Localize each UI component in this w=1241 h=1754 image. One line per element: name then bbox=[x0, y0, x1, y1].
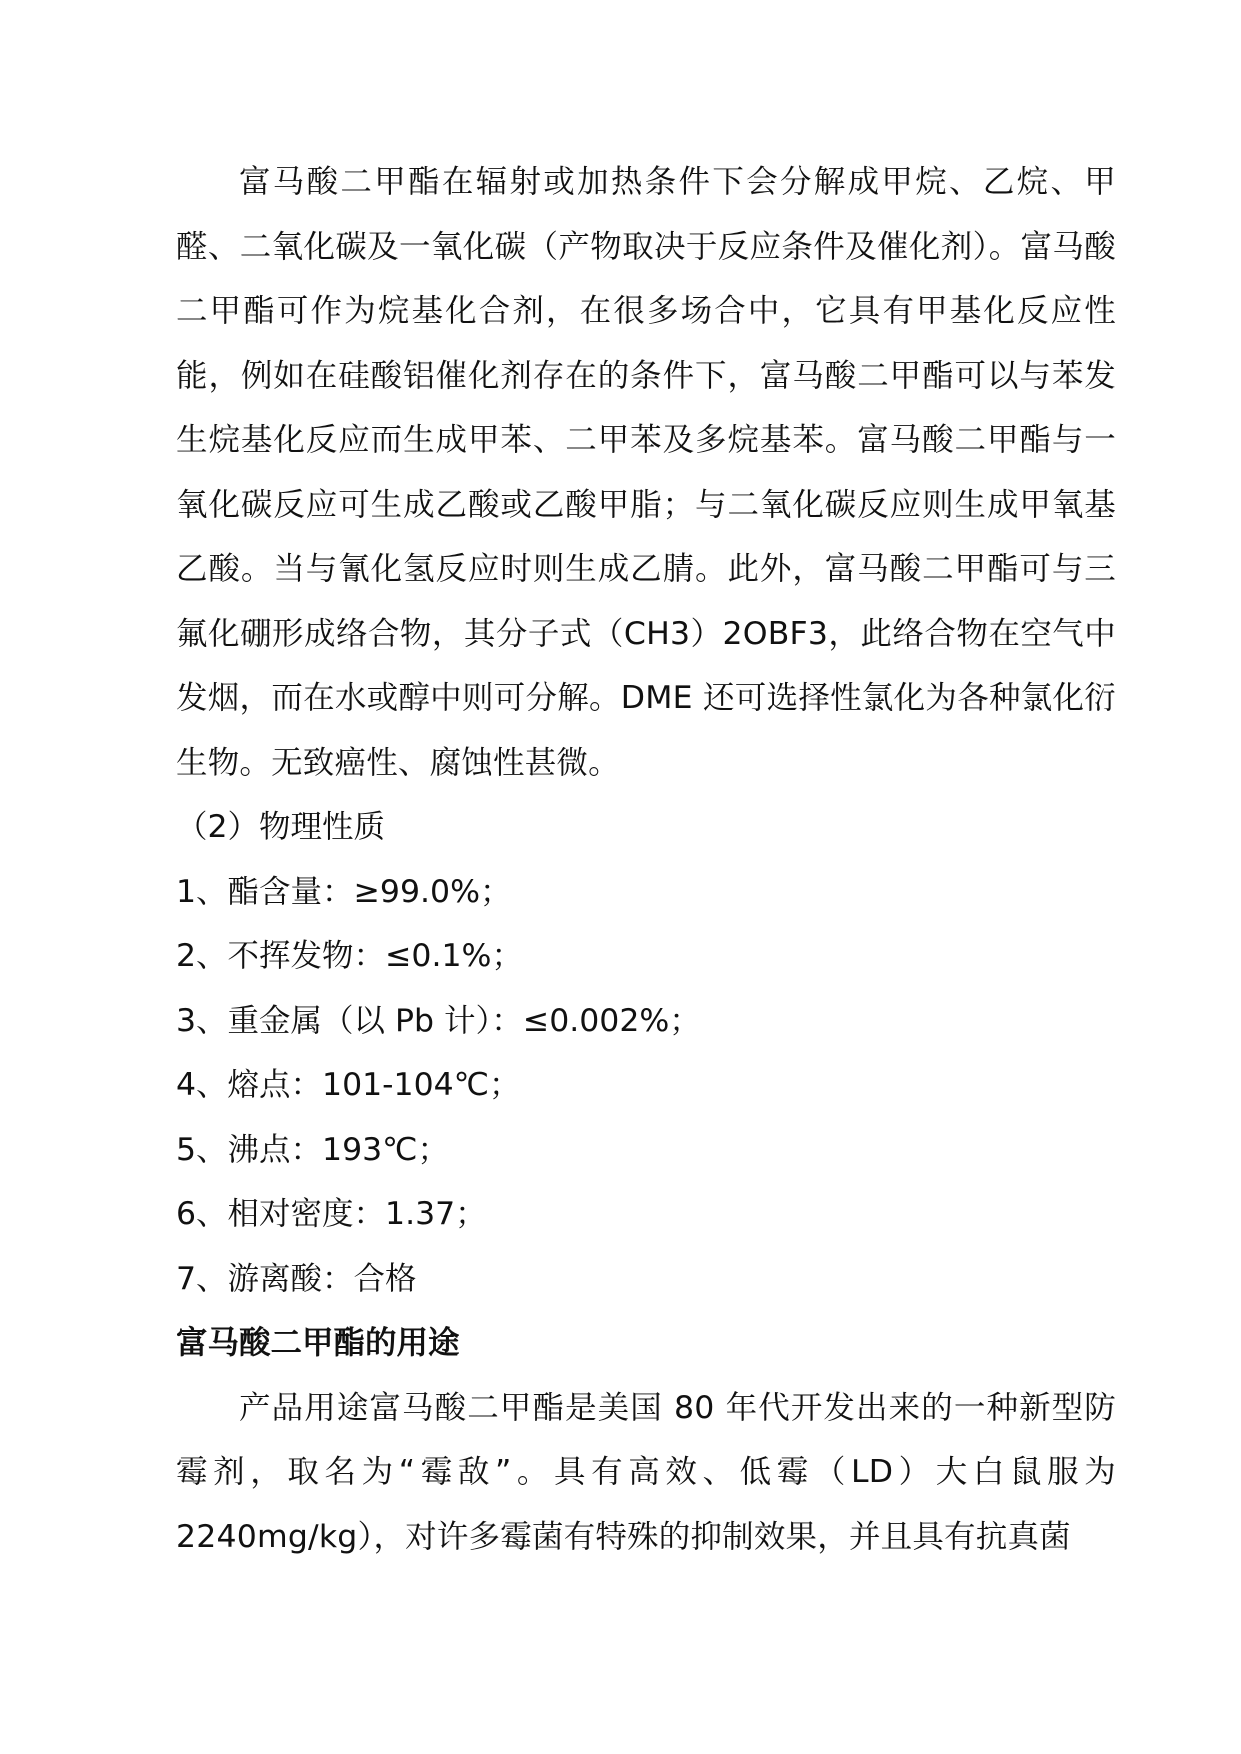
list-item: 4、熔点：101-104℃； bbox=[176, 1067, 521, 1103]
physical-properties-list bbox=[176, 860, 1116, 1312]
document-body bbox=[176, 150, 1116, 1569]
list-item: 5、沸点：193℃； bbox=[176, 1131, 450, 1168]
list-item: 3、重金属（以 Pb 计）：≤0.002%； bbox=[176, 1002, 701, 1039]
list-item: 7、游离酸：合格 bbox=[176, 1260, 417, 1297]
section-label-physical-properties: （2）物理性质 bbox=[176, 809, 386, 845]
uses-heading: 富马酸二甲酯的用途 bbox=[176, 1325, 460, 1361]
list-item: 2、不挥发物：≤0.1%； bbox=[176, 938, 523, 974]
uses-paragraph: 产品用途富马酸二甲酯是美国 80 年代开发出来的一种新型防霉剂，取名为“霉敌”。具有高效、低霉（LD）大白鼠服为 2240mg/kg），对许多霉菌有特殊的抑制效果，并且具有抗真菌 bbox=[176, 1389, 1116, 1555]
list-item: 1、酯含量：≥99.0%； bbox=[176, 873, 512, 910]
list-item: 6、相对密度：1.37； bbox=[176, 1196, 487, 1232]
intro-paragraph: 富马酸二甲酯在辐射或加热条件下会分解成甲烷、乙烷、甲醛、二氧化碳及一氧化碳（产物取决于反应条件及催化剂）。富马酸二甲酯可作为烷基化合剂，在很多场合中，它具有甲基化反应性能，例如在硅酸铝催化剂存在的条件下，富马酸二甲酯可以与苯发生烷基化反应而生成甲苯、二甲苯及多烷基苯。富马酸二甲酯与一氧化碳反应可生成乙酸或乙酸甲脂；与二氧化碳反应则生成甲氧基乙酸。当与氰化氢反应时则生成乙腈。此外，富马酸二甲酯可与三氟化硼形成络合物，其分子式（CH3）2OBF3，此络合物在空气中发烟，而在水或醇中则可分解。DME 还可选择性氯化为各种氯化衍生物。无致癌性、腐蚀性甚微。 bbox=[176, 164, 1116, 781]
